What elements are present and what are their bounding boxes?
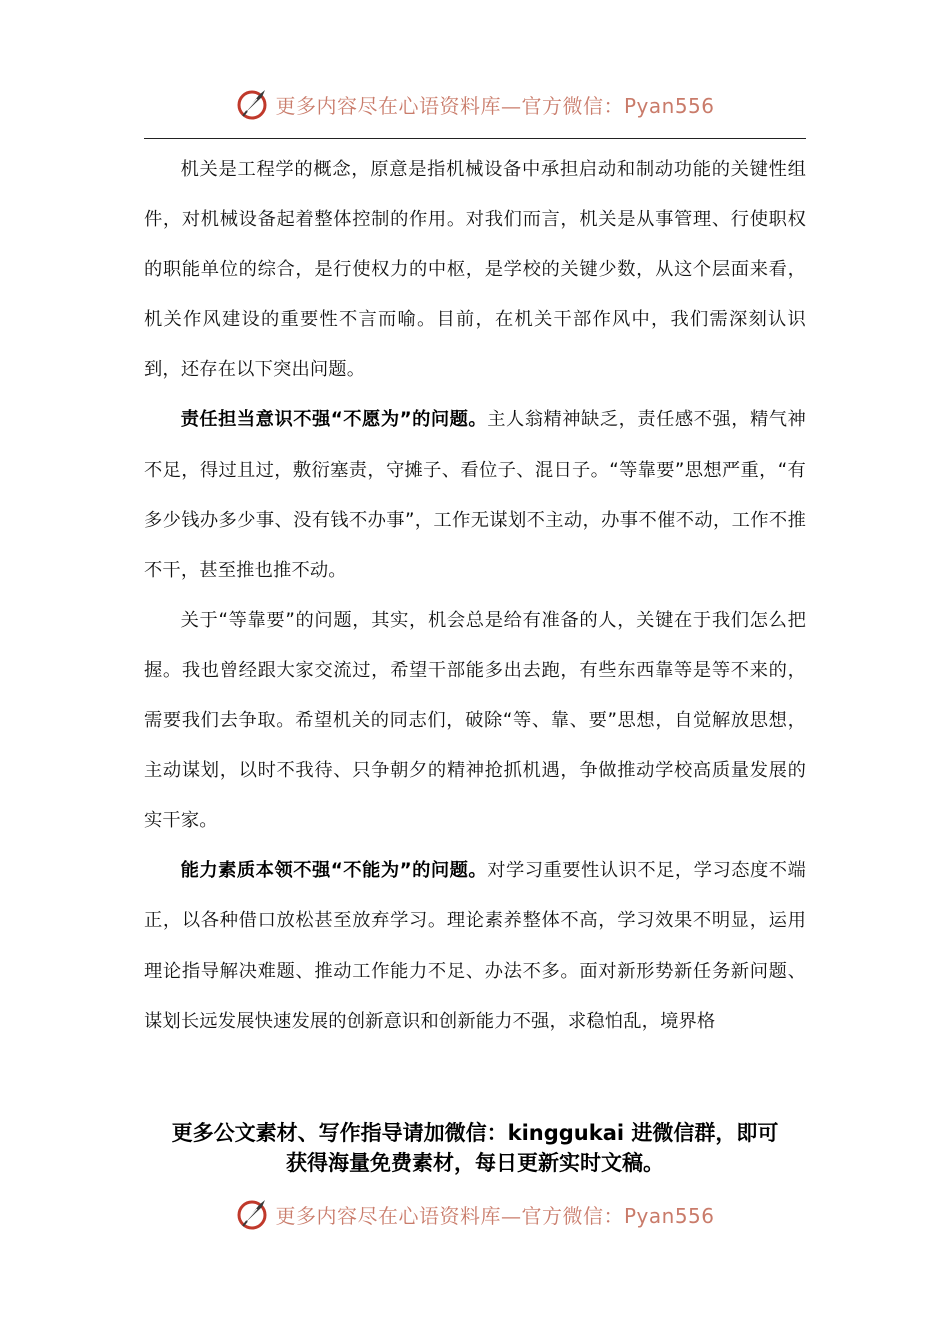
promo-line-2: 获得海量免费素材，每日更新实时文稿。 <box>286 1151 664 1175</box>
paragraph-1-text: 机关是工程学的概念，原意是指机械设备中承担启动和制动功能的关键性组件，对机械设备起着整体控制的作用。对我们而言，机关是从事管理、行使职权的职能单位的综合，是行使权力的中枢，是学校的关键少数，从这个层面来看，机关作风建设的重要性不言而喻。目前，在机关干部作风中，我们需深刻认识到，还存在以下突出问题。 <box>144 159 806 381</box>
footer-banner <box>0 1194 950 1234</box>
promo-line-1: 更多公文素材、写作指导请加微信：kinggukai 进微信群，即可 <box>171 1121 779 1145</box>
header-banner-label: 更多内容尽在心语资料库—官方微信： <box>275 93 624 118</box>
paragraph-3-text: 关于“等靠要”的问题，其实，机会总是给有准备的人，关键在于我们怎么把握。我也曾经跟大家交流过，希望干部能多出去跑，有些东西靠等是等不来的，需要我们去争取。希望机关的同志们，破除“等、靠、要”思想，自觉解放思想，主动谋划，以时不我待、只争朝夕的精神抢抓机遇，争做推动学校高质量发展的实干家。 <box>144 609 806 832</box>
feather-pen-logo-icon <box>235 1196 271 1232</box>
footer-banner-label: 更多内容尽在心语资料库—官方微信： <box>275 1203 624 1228</box>
paragraph-2-heading: 责任担当意识不强“不愿为”的问题。 <box>180 409 488 431</box>
paragraph-4-text: 对学习重要性认识不足，学习态度不端正，以各种借口放松甚至放弃学习。理论素养整体不高，学习效果不明显，运用理论指导解决难题、推动工作能力不足、办法不多。面对新形势新任务新问题、谋划长远发展快速发展的创新意识和创新能力不强，求稳怕乱，境界格 <box>144 860 806 1032</box>
header-wechat-id: Pyan556 <box>623 93 715 118</box>
document-body <box>144 145 806 1047</box>
footer-banner-text <box>275 1200 714 1229</box>
paragraph-4 <box>144 846 806 1046</box>
header-divider <box>144 138 806 139</box>
paragraph-3 <box>144 596 806 846</box>
paragraph-1 <box>144 145 806 395</box>
feather-pen-logo-icon <box>235 86 271 122</box>
paragraph-2 <box>144 395 806 595</box>
promo-notice <box>120 1118 830 1178</box>
footer-wechat-id: Pyan556 <box>623 1203 715 1228</box>
paragraph-2-text: 主人翁精神缺乏，责任感不强，精气神不足，得过且过，敷衍塞责，守摊子、看位子、混日子。“等靠要”思想严重，“有多少钱办多少事、没有钱不办事”，工作无谋划不主动，办事不催不动，工作不推不干，甚至推也推不动。 <box>144 409 806 581</box>
paragraph-4-heading: 能力素质本领不强“不能为”的问题。 <box>180 860 488 882</box>
header-banner-text <box>275 90 714 119</box>
header-banner <box>0 84 950 124</box>
